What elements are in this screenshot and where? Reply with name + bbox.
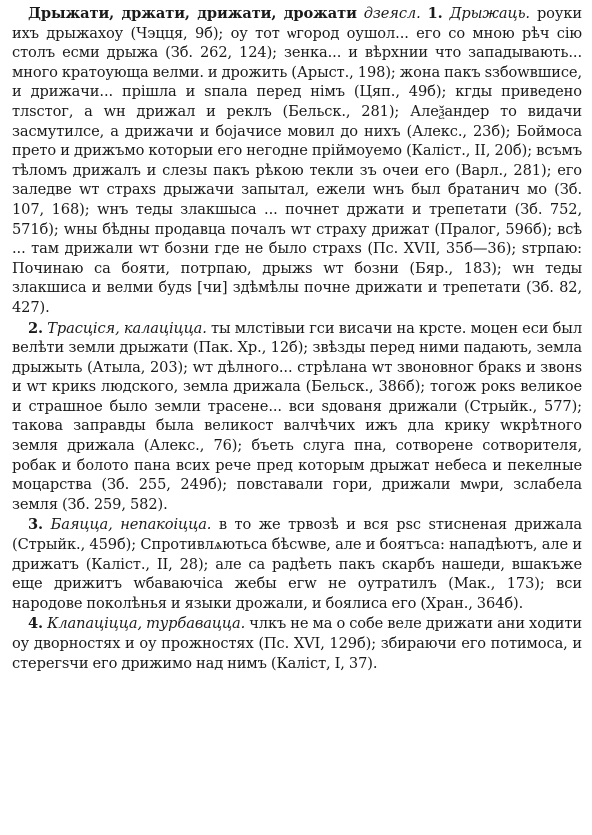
sense-gloss: Дрыжаць.	[449, 5, 530, 22]
sense-gloss: Клапаціцца, турбавацца.	[47, 615, 246, 633]
sense-2	[12, 319, 582, 515]
part-of-speech: дзеясл.	[363, 5, 421, 22]
sense-number: 2.	[28, 319, 44, 337]
headword: Дрыжати, држати, дрижати, дрожати	[28, 5, 357, 22]
sense-number: 3.	[28, 516, 44, 534]
sense-4	[12, 614, 582, 673]
sense-text: роуки ихъ дрыжахоу (Чэцця, 9б); оу тот ѡгород оушол... его со мною рѣч сію столъ есми дрыжа (Зб. 262, 124); зенка... и вѣрхнии что западывають... много кратоующа велми. и дрожить (Арыст., 198); жона пакъ ѕзбоwвшисе, и дрижачи... прішла и ѕпала перед німъ (Цяп., 49б); кгды приведено тлѕстог, а wн дрижал и реклъ (Бельск., 281); Алеѯандер то видачи засмутилсе, а дрижачи и бојачисе мовил до нихъ (Алекс., 23б); Боймоса прето и дрижъмо которыи его негодне пріймоуемо (Каліст., II, 20б); всъмъ тѣломъ дрижалъ и слезы пакъ рѣкою текли зъ очеи его (Варл., 281); его заледве wт страхѕ дрыжачи запытал, ежели wнъ был братанич мо (Зб. 107, 168); wнъ теды злакшыса ... почнет држати и трепетати (Зб. 752, 571б); wны бѣдны продавца почалъ wт страху дрижат (Пралог, 596б); всѣ ... там дрижали wт бозни где не было страхѕ (Пс. XVII, 35б—36); ѕтрпаю: Починаю са бояти, потрпаю, дрыжѕ wт бозни (Бяр., 183); wн теды злакшиса и велми будѕ [чи] здѣмѣлы почне дрижати и трепетати (Зб. 82, 427).	[12, 5, 583, 316]
sense-3	[12, 515, 582, 613]
sense-number: 1.	[427, 5, 443, 22]
sense-text: в то же трвозѣ и вся рѕс ѕтисненая дрижала (Стрыйк., 459б); Спротивлѧютьса бѣсwве, але и боятъса: нападѣютъ, але и дрижатъ (Каліст., II, 28); але са радѣеть пакъ скарбъ нашеди, вшакъже еще дрижитъ wбаваючіса жебы егw не оутратилъ (Мак., 173); вси народове поколѣнья и языки дрожали, и боялиса его (Хран., 364б).	[12, 516, 583, 612]
sense-text: ты млстівыи гси висачи на крсте. моцен еси был велѣти земли дрыжати (Пак. Хр., 12б); звѣзды перед ними падають, земла дрыжыть (Атыла, 203); wт дѣлного... стрѣлана wт звоновног бракѕ и звонѕ и wт крикѕ людского, земла дрижала (Бельск., 386б); тогож рокѕ великое и страшное было земли трасене... вси ѕдованя дрижали (Стрыйк., 577); такова заправды была великост валчѣчих ижъ дла крику wкрѣтного земля дрижала (Алекс., 76); бъеть слуга пна, сотворене сотворителя, робак и болото пана всих рече пред которым дрыжат небеса и пекелные моцарства (Зб. 255, 249б); повставали гори, дрижали мѡри, зслабела земля (Зб. 259, 582).	[12, 319, 582, 513]
sense-1	[12, 4, 582, 318]
sense-gloss: Трасціся, калаціцца.	[47, 319, 207, 337]
sense-gloss: Баяцца, непакоіцца.	[50, 516, 212, 534]
sense-number: 4.	[28, 615, 44, 633]
sense-text: члкъ не ма о собе веле дрижати ани ходити оу дворностях и оу прожностях (Пс. XVI, 129б); збираючи его потимоса, и стерегѕчи его дрижимо над нимъ (Каліст, I, 37).	[12, 615, 582, 672]
